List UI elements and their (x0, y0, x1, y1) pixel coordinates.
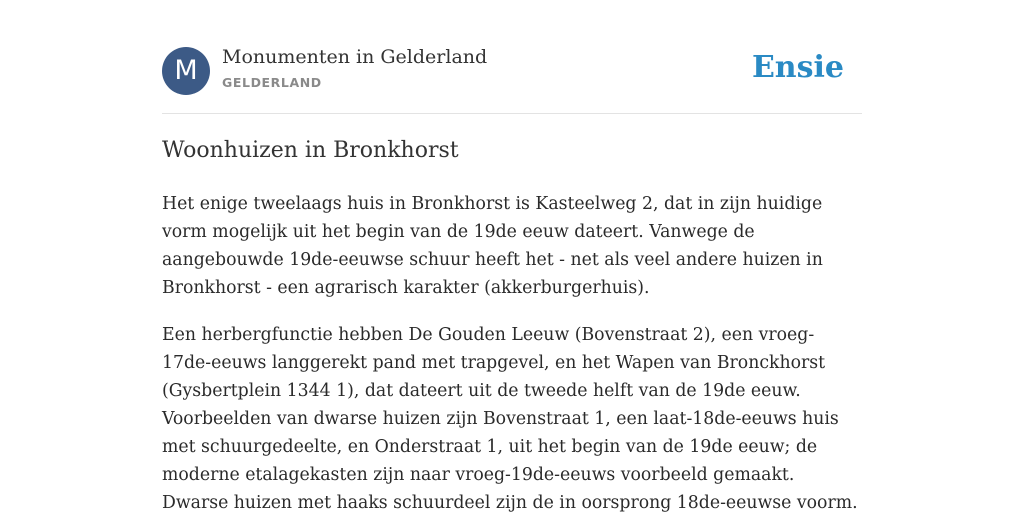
article-paragraph: Het enige tweelaags huis in Bronkhorst is Kasteelweg 2, dat in zijn huidige vorm mogelijk uit het begin van de 19de eeuw dateert. Vanwege de aangebouwde 19de-eeuwse schuur heeft het - net als veel andere huizen in Bronkhorst - een agrarisch karakter (akkerburgerhuis). (162, 194, 823, 298)
header-divider (162, 113, 862, 114)
avatar[interactable]: M (162, 47, 210, 95)
site-title-link[interactable]: Monumenten in Gelderland (222, 46, 488, 68)
brand-logo-link[interactable]: Ensie (751, 50, 844, 85)
article-body (162, 190, 862, 512)
header (162, 46, 862, 96)
article-paragraph: Een herbergfunctie hebben De Gouden Leeuw (Bovenstraat 2), een vroeg-17de-eeuws langgerekt pand met trapgevel, en het Wapen van Bronckhorst (Gysbertplein 1344 1), dat dateert uit de tweede helft van de 19de eeuw. Voorbeelden van dwarse huizen zijn Bovenstraat 1, een laat-18de-eeuws huis met schuurgedeelte, en Onderstraat 1, uit het begin van de 19de eeuw; de moderne etalagekasten zijn naar vroeg-19de-eeuws voorbeeld gemaakt. Dwarse huizen met haaks schuurdeel zijn de in oorsprong 18de-eeuwse voorm. (162, 325, 858, 512)
site-subtitle: GELDERLAND (222, 75, 322, 90)
article-title: Woonhuizen in Bronkhorst (162, 138, 459, 163)
